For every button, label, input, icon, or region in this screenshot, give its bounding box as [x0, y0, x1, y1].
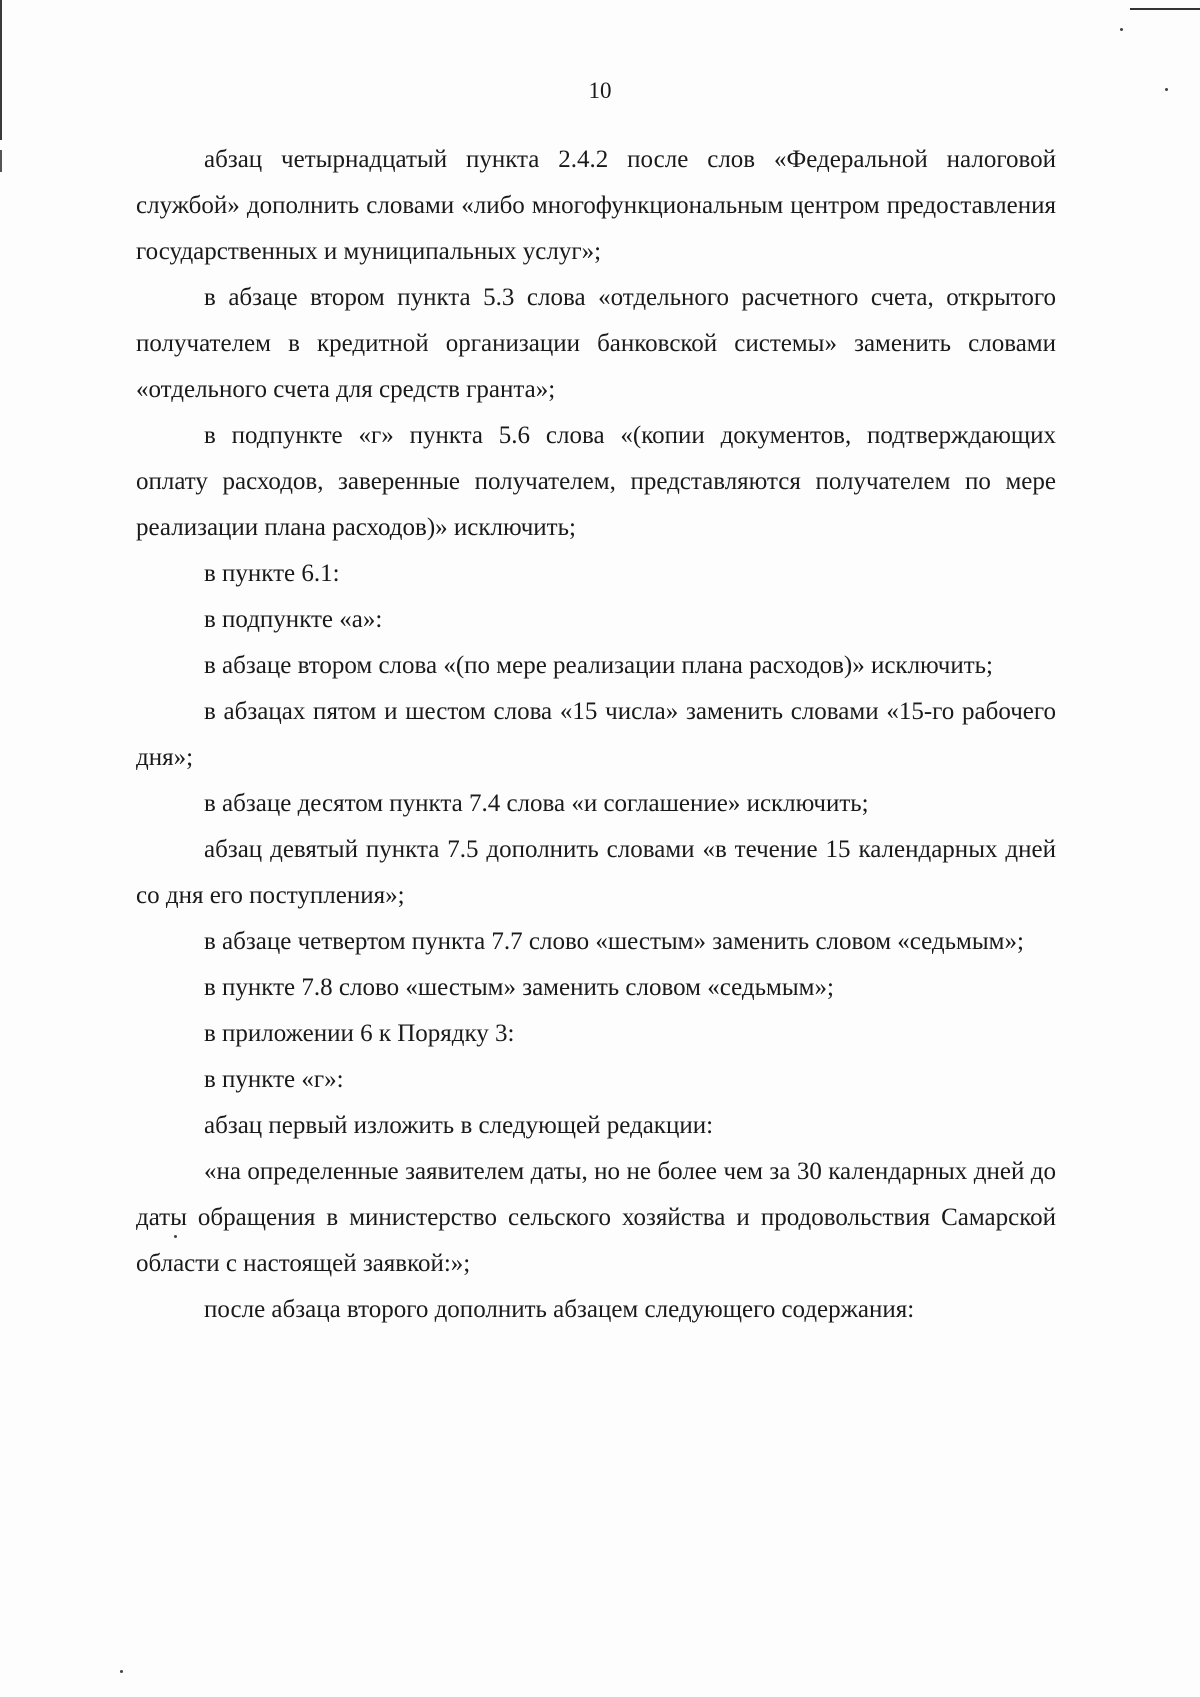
paragraph: абзац первый изложить в следующей редакции: — [204, 1112, 714, 1139]
scan-speck — [120, 1670, 123, 1673]
paragraph: в абзаце втором слова «(по мере реализации плана расходов)» исключить; — [204, 652, 993, 679]
paragraph: в абзаце втором пункта 5.3 слова «отдельного расчетного счета, открытого получателем в кредитной организации банковской системы» заменить словами «отдельного счета для средств гранта»; — [136, 284, 1056, 403]
scan-speck — [1120, 28, 1123, 31]
paragraph: абзац девятый пункта 7.5 дополнить словами «в течение 15 календарных дней со дня его поступления»; — [136, 836, 1056, 909]
paragraph: в подпункте «а»: — [204, 606, 383, 633]
paragraph: в абзацах пятом и шестом слова «15 числа» заменить словами «15-го рабочего дня»; — [136, 698, 1056, 771]
document-body — [136, 137, 1056, 1333]
paragraph: «на определенные заявителем даты, но не более чем за 30 календарных дней до даты обращения в министерство сельского хозяйства и продовольствия Самарской области с настоящей заявкой:»; — [136, 1158, 1056, 1277]
scan-edge-line — [0, 0, 2, 140]
page-number: 10 — [588, 78, 612, 103]
paragraph: в абзаце десятом пункта 7.4 слова «и соглашение» исключить; — [204, 790, 869, 817]
paragraph: после абзаца второго дополнить абзацем следующего содержания: — [204, 1296, 915, 1323]
paragraph: в приложении 6 к Порядку 3: — [204, 1020, 515, 1047]
paragraph: в абзаце четвертом пункта 7.7 слово «шестым» заменить словом «седьмым»; — [204, 928, 1024, 955]
paragraph: в пункте 7.8 слово «шестым» заменить словом «седьмым»; — [204, 974, 834, 1001]
paragraph: в подпункте «г» пункта 5.6 слова «(копии документов, подтверждающих оплату расходов, заверенные получателем, представляются получателем по мере реализации плана расходов)» исключить; — [136, 422, 1056, 541]
scan-corner-mark — [1130, 8, 1200, 10]
paragraph: в пункте «г»: — [204, 1066, 344, 1093]
scan-edge-mark — [0, 150, 2, 172]
paragraph: в пункте 6.1: — [204, 560, 340, 587]
paragraph: абзац четырнадцатый пункта 2.4.2 после слов «Федеральной налоговой службой» дополнить словами «либо многофункциональным центром предоставления государственных и муниципальных услуг»; — [136, 146, 1056, 265]
